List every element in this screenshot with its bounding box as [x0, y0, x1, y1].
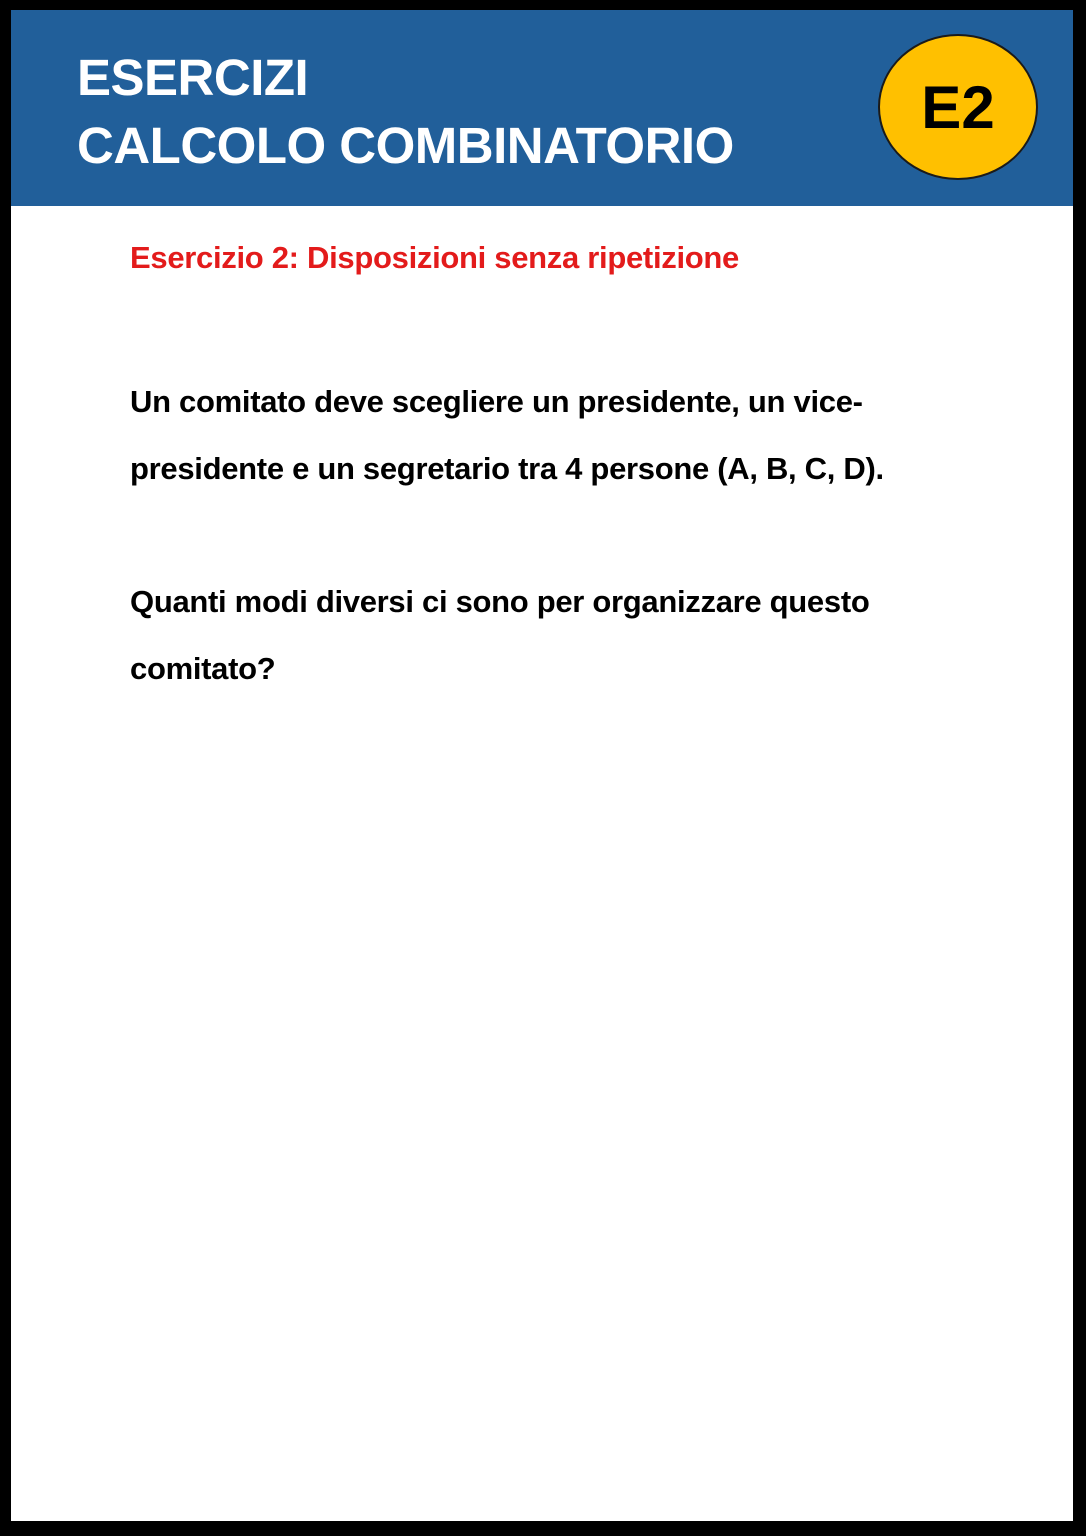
question-line: Quanti modi diversi ci sono per organizzare questo — [130, 584, 870, 619]
page-title — [77, 44, 734, 180]
header-banner — [11, 10, 1073, 206]
worksheet-page — [11, 10, 1073, 1521]
title-line-1: ESERCIZI — [77, 49, 309, 106]
exercise-statement — [130, 368, 884, 502]
title-line-2: CALCOLO COMBINATORIO — [77, 117, 734, 174]
exercise-badge — [878, 34, 1038, 180]
statement-line: Un comitato deve scegliere un presidente, un vice- — [130, 384, 863, 419]
statement-line: presidente e un segretario tra 4 persone (A, B, C, D). — [130, 451, 884, 486]
exercise-badge-label: E2 — [921, 73, 995, 141]
exercise-heading: Esercizio 2: Disposizioni senza ripetizione — [130, 240, 739, 275]
exercise-question — [130, 568, 869, 702]
question-line: comitato? — [130, 651, 276, 686]
